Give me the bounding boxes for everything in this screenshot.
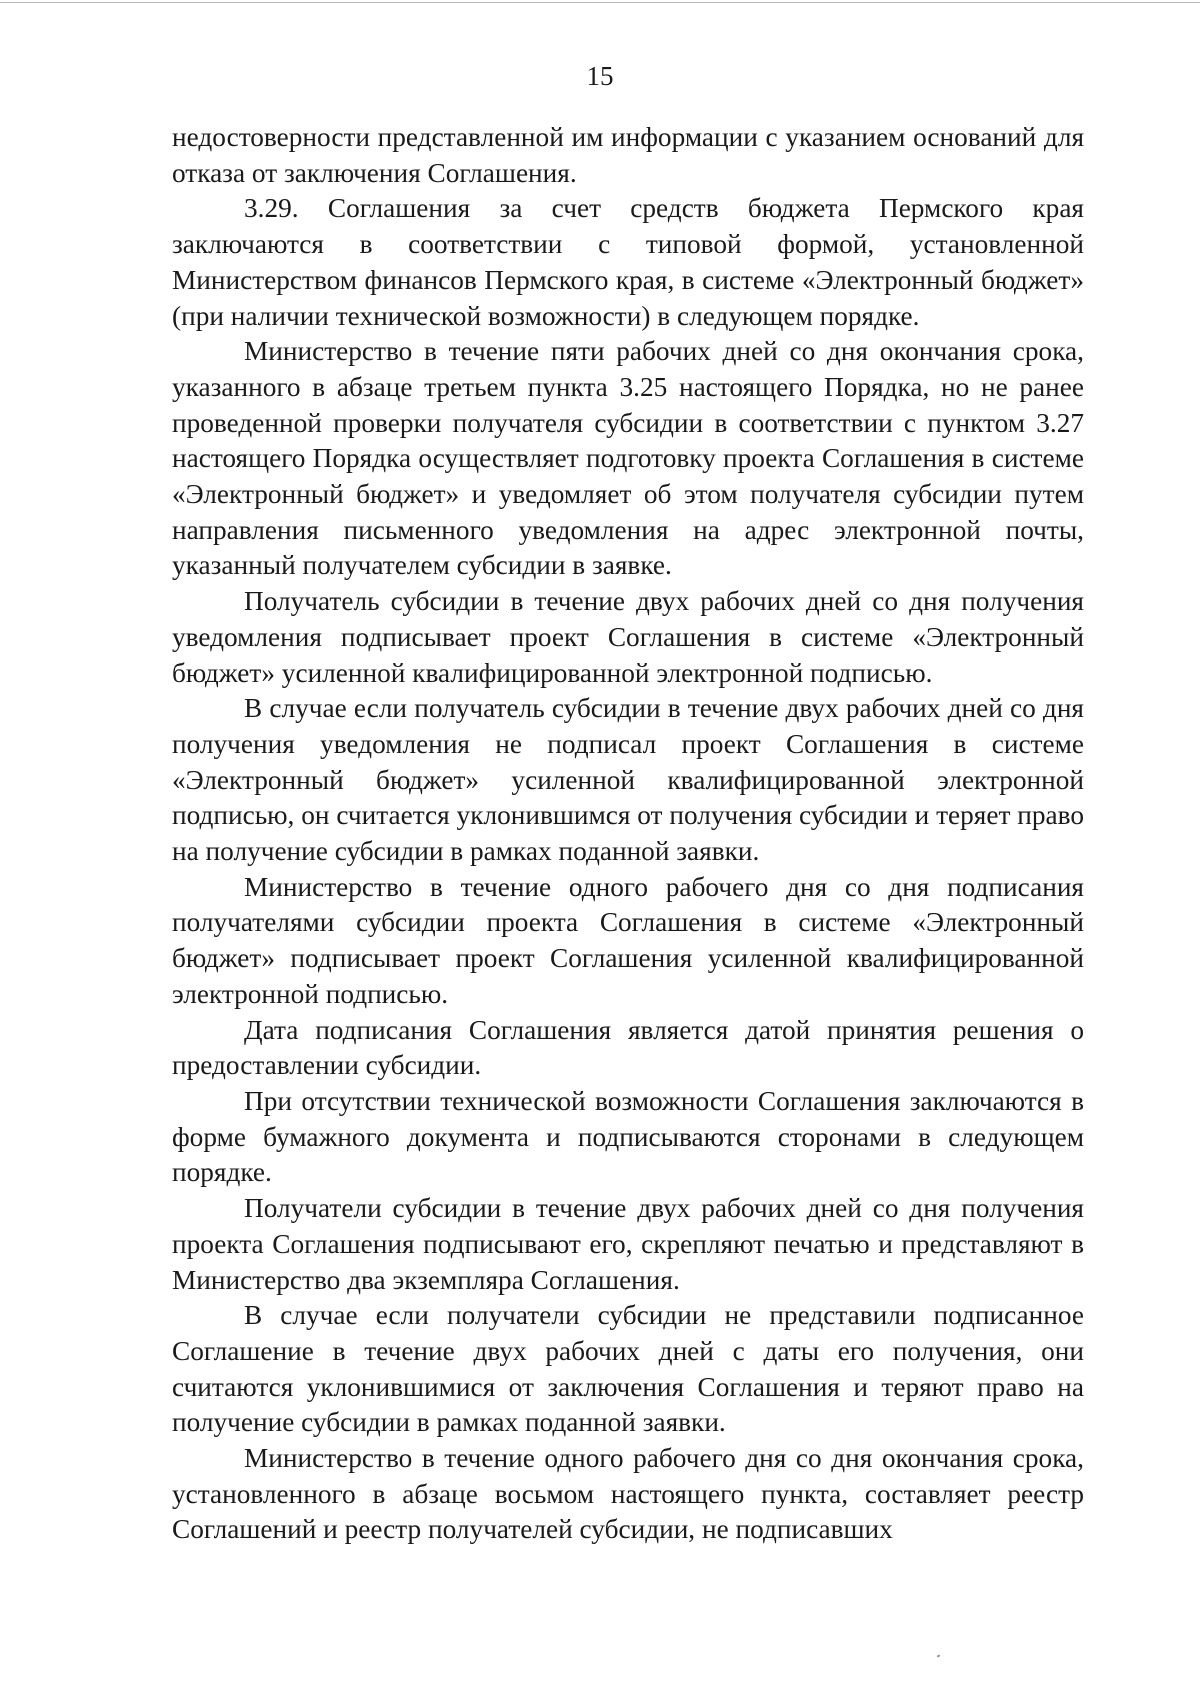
paragraph: Министерство в течение пяти рабочих дней со дня окончания срока, указанного в абзаце третьем пункта 3.25 настоящего Порядка, но не ранее проведенной проверки получателя субсидии в соответствии с пунктом 3.27 настоящего Порядка осуществляет подготовку проекта Соглашения в системе «Электронный бюджет» и уведомляет об этом получателя субсидии путем направления письменного уведомления на адрес электронной почты, указанный получателем субсидии в заявке. (172, 336, 1084, 581)
paragraph: В случае если получатели субсидии не представили подписанное Соглашение в течение двух рабочих дней с даты его получения, они считаются уклонившимися от заключения Соглашения и теряют право на получение субсидии в рамках поданной заявки. (172, 1300, 1084, 1438)
scan-top-edge (0, 2, 1200, 3)
paragraph-continuation: недостоверности представленной им информации с указанием оснований для отказа от заключения Соглашения. (172, 122, 1084, 188)
paragraph: Дата подписания Соглашения является датой принятия решения о предоставлении субсидии. (172, 1014, 1084, 1081)
paragraph-truncated: Министерство в течение одного рабочего дня со дня окончания срока, установленного в абзаце восьмом настоящего пункта, составляет реестр Соглашений и реестр получателей субсидии, не подписавших (172, 1443, 1084, 1545)
paragraph: Получатель субсидии в течение двух рабочих дней со дня получения уведомления подписывает проект Соглашения в системе «Электронный бюджет» усиленной квалифицированной электронной подписью. (172, 586, 1084, 688)
paragraph: В случае если получатель субсидии в течение двух рабочих дней со дня получения уведомления не подписал проект Соглашения в системе «Электронный бюджет» усиленной квалифицированной электронной подписью, он считается уклонившимся от получения субсидии и теряет право на получение субсидии в рамках поданной заявки. (172, 693, 1084, 867)
paragraph: Получатели субсидии в течение двух рабочих дней со дня получения проекта Соглашения подписывают его, скрепляют печатью и представляют в Министерство два экземпляра Соглашения. (172, 1193, 1084, 1295)
page-number: 15 (586, 61, 614, 91)
scan-speck (937, 1654, 941, 1657)
paragraph: При отсутствии технической возможности Соглашения заключаются в форме бумажного документа и подписываются сторонами в следующем порядке. (172, 1085, 1084, 1188)
document-body (172, 120, 1084, 1548)
paragraph: Министерство в течение одного рабочего дня со дня подписания получателями субсидии проекта Соглашения в системе «Электронный бюджет» подписывает проект Соглашения усиленной квалифицированной электронной подписью. (172, 871, 1084, 1009)
paragraph-clause-3-29: 3.29. Соглашения за счет средств бюджета Пермского края заключаются в соответствии с типовой формой, установленной Министерством финансов Пермского края, в системе «Электронный бюджет» (при наличии технической возможности) в следующем порядке. (172, 193, 1084, 331)
